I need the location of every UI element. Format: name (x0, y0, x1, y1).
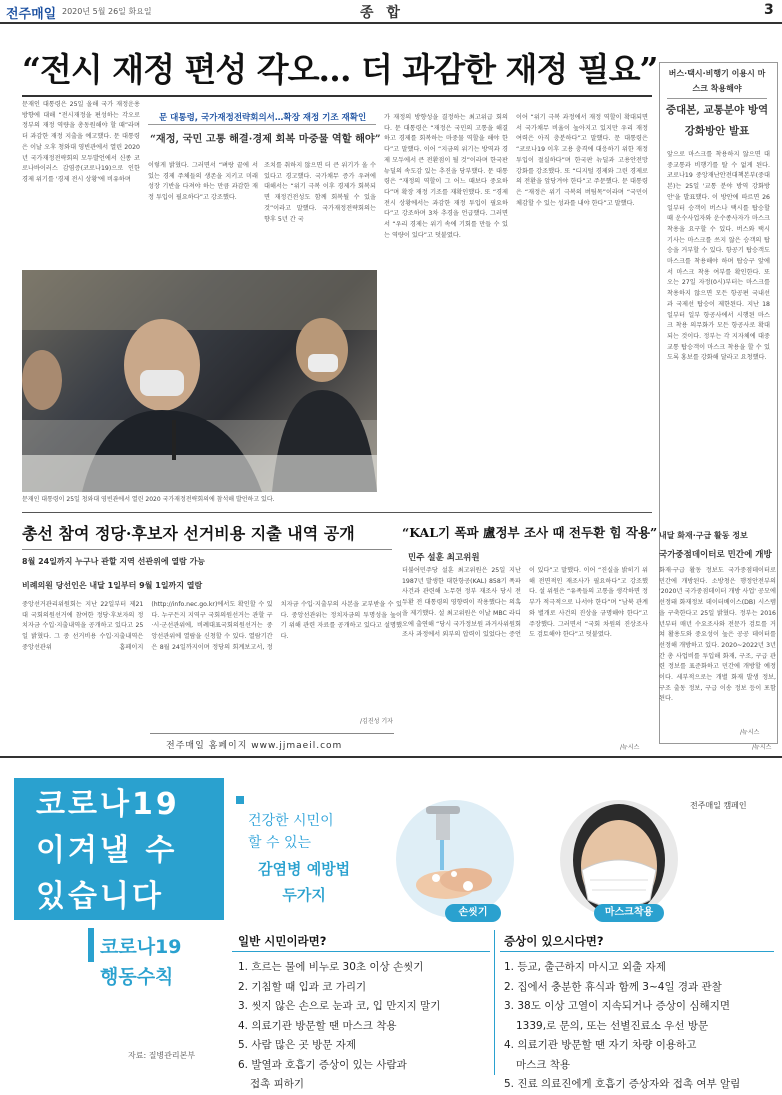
general-item: 접촉 피하기 (250, 1078, 305, 1090)
newspaper-logo: 전주매일 (6, 7, 57, 22)
side-story-body: 앞으로 마스크를 착용하지 않으면 대중교통과 비행기를 탈 수 없게 된다. 코로나19 중앙재난안전대책본부(중대본)는 25일 '교통 분야 방역 강화방안'을 발표했다. 이 방안에 따르면 26일부터 승객이 버스나 택시를 탑승할 때 운수사업자와 운수종사자가 마스크 착용을 요구할 수 있다. 버스와 택시 기사는 마스크를 쓰지 않은 승객의 탑승을 거부할 수 있다. 항공기 탑승객도 마스크를 착용해야 하며 탑승구 앞에서 마스크 착용 여부를 확인한다. 또 오는 27일 자정(0시)부터는 마스크를 착용하지 않으면 모든 항공편 국내선과 국제선 탑승이 제한된다. 지난 18일부터 일부 항공사에서 시행된 마스크 착용 의무화가 모든 항공사로 확대되는 것이다. 정부는 각 지자체에 대중교통 탑승객이 마스크 착용을 할 수 있도록 홍보를 강화해 달라고 요청했다. (667, 151, 770, 362)
symptom-item: 5. 진료 의료진에게 호흡기 증상자와 접촉 여부 알림 (504, 1078, 741, 1090)
general-item: 1. 흐르는 물에 비누로 30초 이상 손씻기 (238, 961, 424, 973)
kal-headline: “KAL기 폭파 盧정부 조사 때 전두환 힘 작용” (402, 525, 658, 540)
general-list (238, 958, 488, 1095)
photo-illustration (22, 270, 377, 492)
page-number: 3 (764, 2, 774, 18)
mask-pill: 마스크착용 (594, 904, 664, 922)
ad-title-line2: 이겨낼 수 (36, 833, 178, 868)
ad-intro-line1: 건강한 시민이 (248, 813, 334, 829)
ad-title-line1: 코로나19 (36, 787, 180, 822)
kal-body: 더불어민주당 설훈 최고위원은 25일 지난 1987년 발생한 대한항공(KAL) 858기 폭파 사건과 관련해 노무현 정부 재조사 당시 전두환 전 대통령의 영향력이 작용했다는 의혹을 제기했다. 설 최고위원은 이날 MBC 라디오에 출연해 “당시 국가정보원 과거사위원회 조사 과정에서 외부의 압력이 있었다는 증언이 있다”고 말했다. 이어 “진실을 밝히기 위해 전면적인 재조사가 필요하다”고 강조했다. 설 위원은 “유족들의 고통을 생각하면 정부가 적극적으로 나서야 한다”며 “남북 관계와 별개로 사건의 진상을 규명해야 한다”고 주장했다. 그러면서 “국회 차원의 진상조사도 검토해야 한다”고 덧붙였다. (402, 567, 648, 639)
handwash-pill: 손씻기 (445, 904, 501, 922)
side-headline2: 중대본, 교통분야 방역 강화방안 발표 (665, 104, 769, 137)
symptom-item: 1339,로 문의, 또는 선별진료소 우선 방문 (516, 1019, 709, 1032)
section-title: 종 합 (360, 5, 404, 21)
symptom-item: 1. 등교, 출근하지 마시고 외출 자제 (504, 961, 666, 973)
kal-kicker: 민주 설훈 최고위원 (408, 553, 480, 563)
election-byline: /김진성 기자 (360, 718, 393, 725)
main-story-col5: 이어 “위기 극복 과정에서 재정 역할이 확대되면서 국가채무 비율이 높아지고 있지만 우리 재정 여력은 아직 충분하다”고 말했다. 문 대통령은 “코로나19 이후 고용 충격에 대응하기 위한 재정 투입이 절실하다”며 한국판 뉴딜과 고용안전망 강화를 강조했다. 또 “디지털 경제와 그린 경제로의 전환을 앞당겨야 한다”고 주문했다. 문 대통령은 “재정은 위기 극복의 버팀목”이라며 “국민이 체감할 수 있는 성과를 내야 한다”고 말했다. (516, 114, 648, 207)
promo-rule (150, 733, 394, 734)
main-story-col1b (22, 161, 140, 266)
general-item: 6. 발열과 호흡기 증상이 있는 사람과 (238, 1058, 407, 1071)
ad-top-rule (0, 756, 782, 758)
ad-intro-line2: 할 수 있는 (248, 835, 311, 851)
symptom-item: 마스크 착용 (516, 1058, 571, 1071)
ad-accent-bar (88, 928, 94, 962)
ad-title-line3: 있습니다 (36, 879, 164, 914)
general-item: 2. 기침할 때 입과 코 가리기 (238, 980, 367, 993)
ad-square-icon (236, 796, 244, 804)
symptom-title: 증상이 있으시다면? (504, 934, 604, 948)
symptom-rule (500, 951, 774, 952)
general-item: 5. 사람 많은 곳 방문 자제 (238, 1039, 356, 1051)
issue-date: 2020년 5월 26일 화요일 (62, 7, 152, 16)
main-story-col2: 이렇게 밝혔다. 그러면서 “벼랑 끝에 서 있는 경제 주체들의 생존을 지키고 미래 성장 기반을 다져야 하는 만큼 과감한 재정 투입이 필요하다”고 강조했다. (148, 162, 258, 202)
main-subhead: 문 대통령, 국가재정전략회의서…확장 재정 기조 재확인 (159, 113, 367, 123)
main-story-col4: 가 재정의 방향성을 결정하는 최고위급 회의다. 문 대통령은 “재정은 국민의 고통을 해결하고 경제를 회복하는 마중물 역할을 해야 한다”고 말했다. 이어 “지금의 위기는 방역과 경제 모두에서 큰 전환점이 될 것”이라며 한국판 뉴딜의 속도감 있는 추진을 당부했다. 문 대통령은 “재정의 역할이 그 어느 때보다 중요하다”며 확장 재정 기조를 재확인했다. 또 “경제 전시 상황에서는 과감한 재정 투입이 필요하다”고 강조하며 3차 추경을 언급했다. 그러면서 “우리 경제는 위기 속에 기회를 만들 수 있는 역량이 있다”고 덧붙였다. (384, 114, 508, 239)
election-rule (22, 549, 392, 550)
gov-byline: /뉴시스 (752, 744, 772, 751)
main-headline: “전시 재정 편성 각오… 더 과감한 재정 필요” (22, 50, 658, 89)
subhead-rule (148, 124, 376, 125)
main-story-col3: 조치를 취하지 않으면 더 큰 위기가 올 수 있다고 경고했다. 국가채무 증가 우려에 대해서는 “위기 극복 이후 경제가 회복되면 재정건전성도 함께 회복될 수 있을 것”이라고 말했다. 국가재정전략회의는 향후 5년 간 국 (264, 162, 376, 223)
handwash-image (396, 800, 514, 918)
gov-headline: 국가중점데이터로 민간에 개방 (659, 550, 772, 560)
mask-icon (560, 800, 678, 918)
ad-intro (248, 810, 334, 854)
main-subhead2: “재정, 국민 고통 해결·경제 회복 마중물 역할 해야” (150, 133, 381, 145)
side-headline1: 버스·택시·비행기 이용시 마스크 착용해야 (668, 69, 766, 93)
general-item: 3. 씻지 않은 손으로 눈과 코, 입 만지지 말기 (238, 1000, 441, 1012)
general-rule (232, 951, 490, 952)
ad-title (36, 782, 180, 920)
symptom-item: 2. 집에서 충분한 휴식과 함께 3~4일 경과 관찰 (504, 980, 722, 993)
section-rule (22, 512, 652, 513)
side-byline: /뉴시스 (740, 729, 760, 736)
ad-main (258, 856, 350, 908)
homepage-promo: 전주매일 홈페이지 www.jjmaeil.com (166, 741, 343, 751)
general-title: 일반 시민이라면? (238, 934, 327, 948)
mask-image (560, 800, 678, 918)
election-kicker1: 8월 24일까지 누구나 관할 지역 선관위에 열람 가능 (22, 557, 206, 566)
gov-body: 화재·구급 활동 정보도 국가중점데이터로 민간에 개방된다. 소방청은 행정안전부의 '2020년 국가중점데이터 개방 사업' 공모에 선정돼 화재정보 데이터베이스(DB) 시스템을 구축한다고 25일 밝혔다. 정부는 2016년부터 매년 수요조사와 전문가 검토를 거쳐 활용도와 중요성이 높은 공공 데이터를 선정해 개방하고 있다. 2020~2022년 3년 간 총 사업비를 투입해 화재, 구조, 구급 관련 정보를 표준화하고 민간에 개방할 예정이다. 세부적으로는 개별 화재 발생 정보, 구조 출동 정보, 구급 이송 정보 등이 포함된다. (659, 567, 776, 703)
side-rule (667, 98, 767, 99)
symptom-item: 3. 38도 이상 고열이 지속되거나 증상이 심해지면 (504, 1000, 730, 1012)
photo-caption: 문재인 대통령이 25일 청와대 영빈관에서 열린 2020 국가재정전략회의에 참석해 발언하고 있다. (22, 496, 275, 503)
kal-byline: /뉴시스 (620, 744, 640, 751)
general-item: 4. 의료기관 방문할 땐 마스크 착용 (238, 1019, 397, 1032)
main-story-col1: 문재인 대통령은 25일 올해 국가 재정운용 방향에 대해 “전시재정을 편성하는 각오로 정부의 재정 역량을 총동원해야 할 때”라며 더 과감한 재정 지출을 예고했다. 문 대통령은 이날 오후 청와대 영빈관에서 열린 2020년 국가재정전략회의 모두발언에서 신종 코로나바이러스 감염증(코로나19)으로 인한 경제 위기를 '경제 전시 상황'에 비유하며 (22, 101, 140, 183)
ad-subtitle (100, 932, 182, 992)
ad-subtitle-line2: 행동수칙 (100, 966, 174, 988)
list-divider (494, 930, 495, 1075)
symptom-item: 4. 의료기관 방문할 땐 자기 차량 이용하고 (504, 1039, 697, 1051)
ad-source: 자료: 질병관리본부 (128, 1051, 196, 1060)
election-body: 중앙선거관리위원회는 지난 22일부터 제21대 국회의원선거에 참여한 정당·후보자의 정치자금 수입·지출내역을 공개하고 있다고 25일 밝혔다. 그 중 선거비용 수입·지출내역은 중앙선관위 홈페이지(http://info.nec.go.kr)에서도 확인할 수 있다. 누구든지 지역구 국회의원선거는 관할 구·시·군선관위에, 비례대표국회의원선거는 중앙선관위에 열람을 신청할 수 있다. 열람기간은 8월 24일까지이며 정당의 회계보고서, 정치자금 수입·지출부의 사본을 교부받을 수 있다. 중앙선관위는 정치자금의 투명성을 높이기 위해 관련 자료를 공개하고 있다고 설명했다. (22, 601, 402, 651)
symptom-list (504, 958, 776, 1095)
news-photo (22, 270, 377, 492)
ad-main-line2: 두가지 (282, 886, 326, 904)
ad-subtitle-line1: 코로나19 (100, 936, 182, 958)
gov-kicker: 내달 화재·구급 활동 정보 (659, 531, 748, 540)
handwash-icon (396, 800, 514, 918)
election-headline: 총선 참여 정당·후보자 선거비용 지출 내역 공개 (22, 524, 355, 543)
headline-rule (22, 95, 652, 97)
ad-credit: 전주매일 캠페인 (690, 801, 747, 810)
election-kicker2: 비례의원 당선인은 내달 1일부터 9월 1일까지 열람 (22, 581, 203, 590)
ad-main-line1: 감염병 예방법 (258, 860, 351, 878)
